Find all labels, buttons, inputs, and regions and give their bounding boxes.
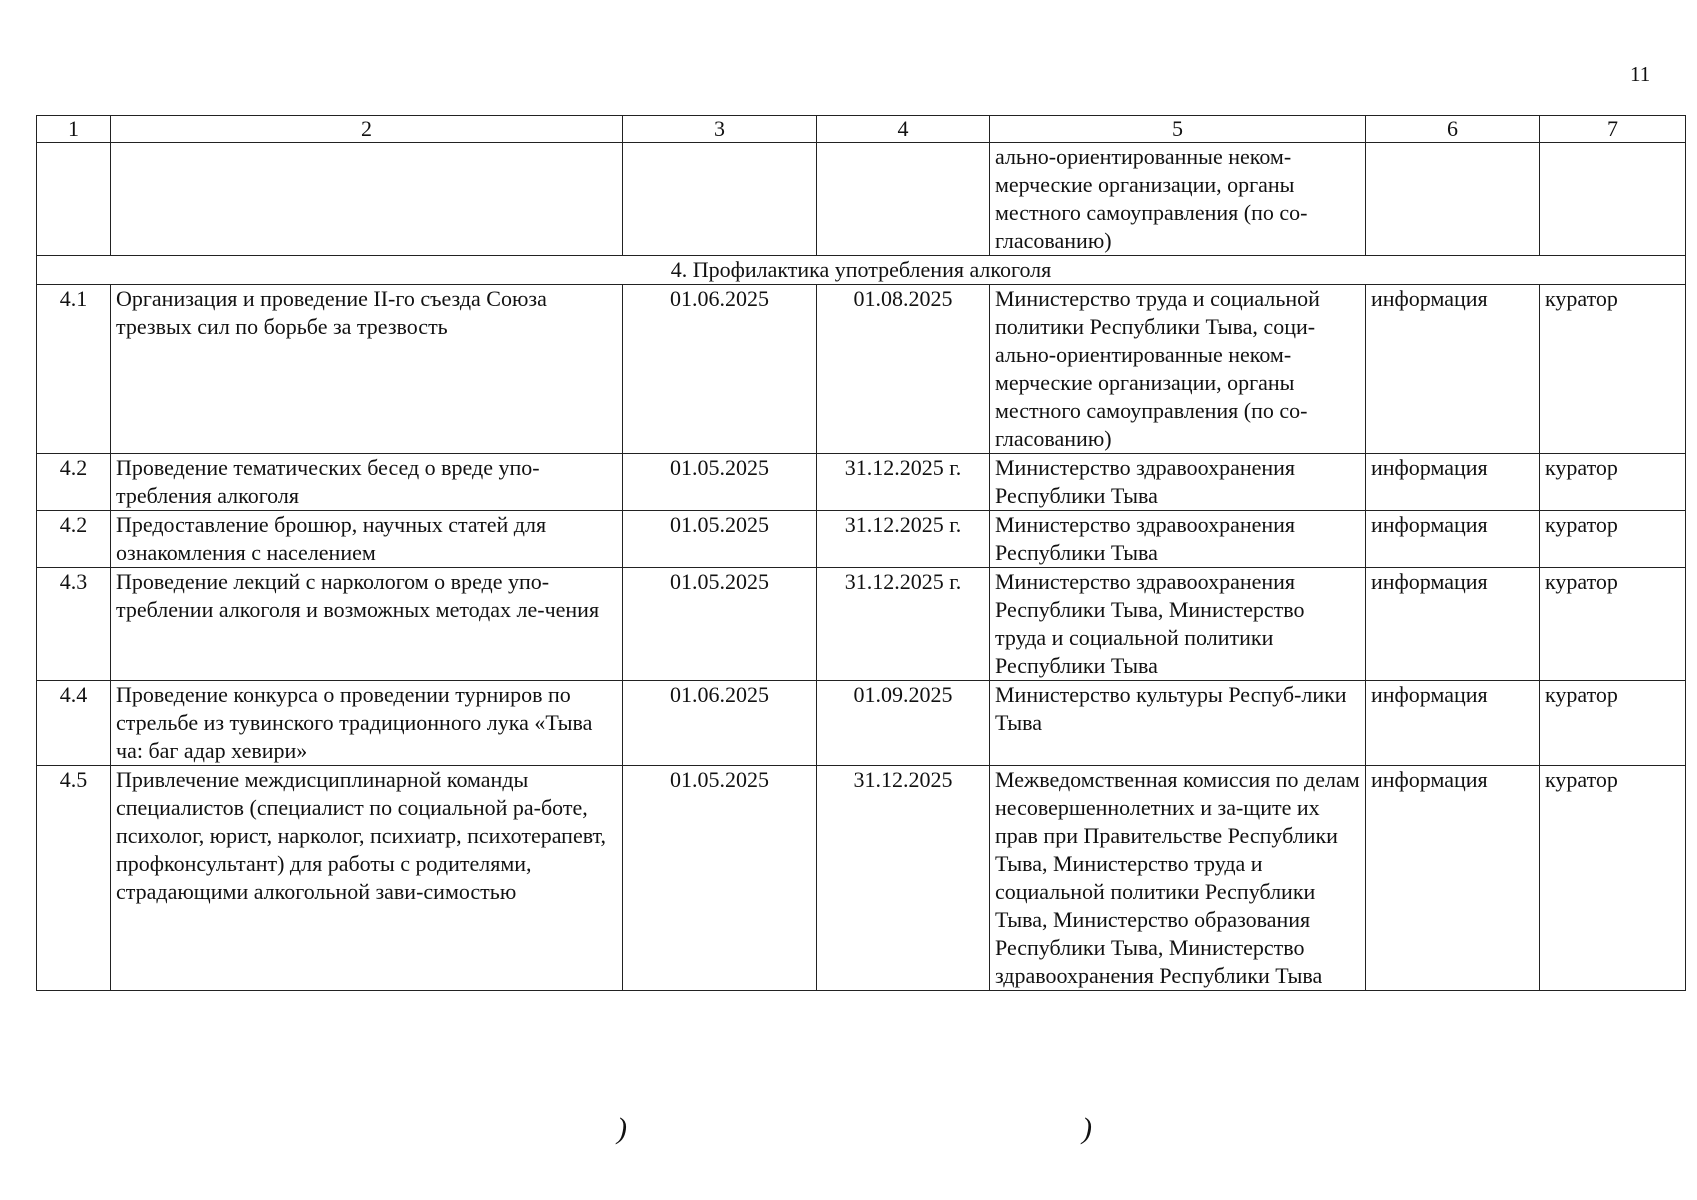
- end-date: 01.08.2025: [817, 285, 990, 454]
- row-number: 4.1: [37, 285, 111, 454]
- empty-cell: [111, 143, 623, 256]
- column-number-row: [37, 116, 1686, 143]
- page-number: 11: [1630, 62, 1651, 86]
- executor-cell: Министерство здравоохранения Республики Тыва: [990, 511, 1366, 568]
- end-date: 31.12.2025 г.: [817, 568, 990, 681]
- section-title: 4. Профилактика употребления алкоголя: [37, 256, 1686, 285]
- control-cell: куратор: [1540, 511, 1686, 568]
- column-number: 2: [111, 116, 623, 143]
- margin-mark: ): [617, 1112, 627, 1145]
- empty-cell: [623, 143, 817, 256]
- empty-cell: [1366, 143, 1540, 256]
- column-number: 1: [37, 116, 111, 143]
- table-row: [37, 568, 1686, 681]
- control-cell: куратор: [1540, 766, 1686, 991]
- margin-mark: ): [1082, 1112, 1092, 1145]
- result-cell: информация: [1366, 454, 1540, 511]
- row-number: 4.3: [37, 568, 111, 681]
- start-date: 01.05.2025: [623, 568, 817, 681]
- section-row: [37, 256, 1686, 285]
- result-cell: информация: [1366, 681, 1540, 766]
- row-number: 4.2: [37, 511, 111, 568]
- column-number: 6: [1366, 116, 1540, 143]
- control-cell: куратор: [1540, 568, 1686, 681]
- empty-cell: [37, 143, 111, 256]
- table-row: [37, 285, 1686, 454]
- result-cell: информация: [1366, 766, 1540, 991]
- executor-cell: Министерство здравоохранения Республики Тыва: [990, 454, 1366, 511]
- continuation-row: [37, 143, 1686, 256]
- empty-cell: [817, 143, 990, 256]
- table-row: [37, 766, 1686, 991]
- result-cell: информация: [1366, 511, 1540, 568]
- table-row: [37, 454, 1686, 511]
- executor-cell: Министерство здравоохранения Республики Тыва, Министерство труда и социальной политики Республики Тыва: [990, 568, 1366, 681]
- start-date: 01.05.2025: [623, 511, 817, 568]
- start-date: 01.06.2025: [623, 681, 817, 766]
- column-number: 5: [990, 116, 1366, 143]
- row-number: 4.2: [37, 454, 111, 511]
- end-date: 31.12.2025: [817, 766, 990, 991]
- control-cell: куратор: [1540, 681, 1686, 766]
- end-date: 31.12.2025 г.: [817, 454, 990, 511]
- column-number: 7: [1540, 116, 1686, 143]
- executor-cell: Министерство труда и социальной политики Республики Тыва, соци-ально-ориентированные неком-мерческие организации, органы местного самоуправления (по со-гласованию): [990, 285, 1366, 454]
- column-number: 3: [623, 116, 817, 143]
- row-number: 4.4: [37, 681, 111, 766]
- table-row: [37, 511, 1686, 568]
- event-cell: Проведение лекций с наркологом о вреде упо-треблении алкоголя и возможных методах ле-чения: [111, 568, 623, 681]
- empty-cell: [1540, 143, 1686, 256]
- result-cell: информация: [1366, 285, 1540, 454]
- start-date: 01.06.2025: [623, 285, 817, 454]
- row-number: 4.5: [37, 766, 111, 991]
- executor-cell: Министерство культуры Респуб-лики Тыва: [990, 681, 1366, 766]
- column-number: 4: [817, 116, 990, 143]
- control-cell: куратор: [1540, 454, 1686, 511]
- start-date: 01.05.2025: [623, 766, 817, 991]
- table-row: [37, 681, 1686, 766]
- event-cell: Привлечение междисциплинарной команды специалистов (специалист по социальной ра-боте, психолог, юрист, нарколог, психиатр, психотерапевт, профконсультант) для работы с родителями, страдающими алкогольной зави-симостью: [111, 766, 623, 991]
- start-date: 01.05.2025: [623, 454, 817, 511]
- control-cell: куратор: [1540, 285, 1686, 454]
- end-date: 31.12.2025 г.: [817, 511, 990, 568]
- event-cell: Предоставление брошюр, научных статей для ознакомления с населением: [111, 511, 623, 568]
- event-cell: Организация и проведение II-го съезда Союза трезвых сил по борьбе за трезвость: [111, 285, 623, 454]
- event-cell: Проведение конкурса о проведении турниров по стрельбе из тувинского традиционного лука «Тыва ча: баг адар хевири»: [111, 681, 623, 766]
- executor-cell: ально-ориентированные неком-мерческие организации, органы местного самоуправления (по со-гласованию): [990, 143, 1366, 256]
- action-plan-table: [36, 115, 1686, 991]
- executor-cell: Межведомственная комиссия по делам несовершеннолетних и за-щите их прав при Правительстве Республики Тыва, Министерство труда и социальной политики Республики Тыва, Министерство образования Республики Тыва, Министерство здравоохранения Республики Тыва: [990, 766, 1366, 991]
- result-cell: информация: [1366, 568, 1540, 681]
- event-cell: Проведение тематических бесед о вреде упо-требления алкоголя: [111, 454, 623, 511]
- end-date: 01.09.2025: [817, 681, 990, 766]
